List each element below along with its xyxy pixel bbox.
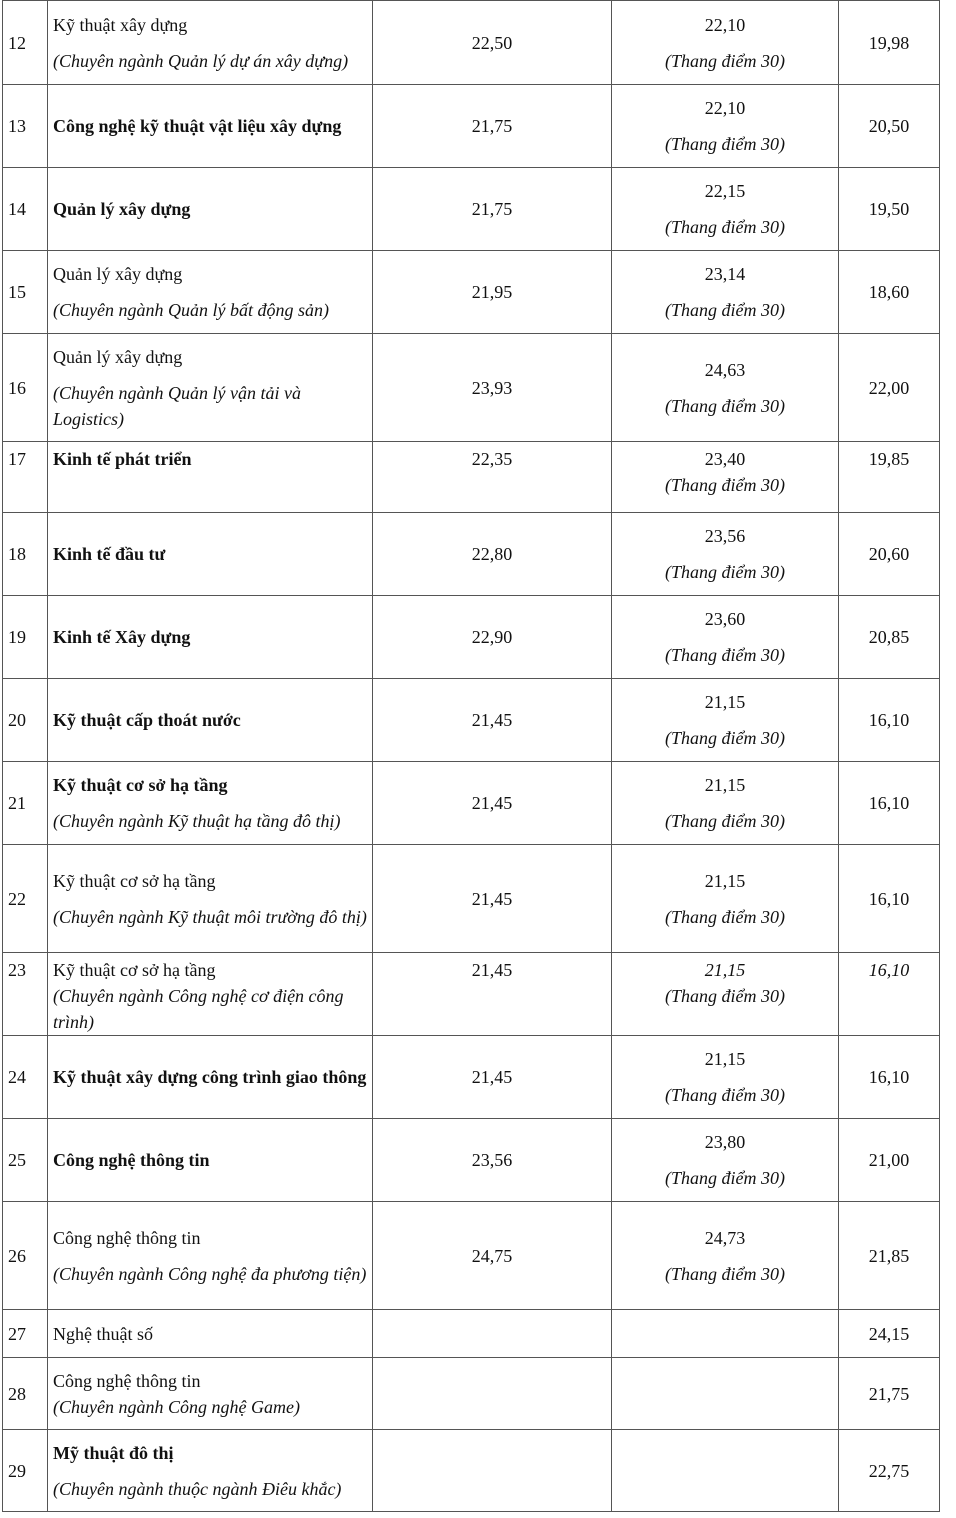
- table-row: [3, 762, 940, 845]
- score-col3: 22,90: [373, 596, 612, 679]
- row-number: 26: [3, 1202, 48, 1310]
- program-cell: [48, 85, 373, 168]
- score-col3: 24,75: [373, 1202, 612, 1310]
- score-col4-cell: [612, 442, 839, 513]
- program-cell: [48, 679, 373, 762]
- score-col4: 23,60: [704, 609, 746, 629]
- program-name: Công nghệ kỹ thuật vật liệu xây dựng: [53, 116, 342, 136]
- row-number: 23: [3, 953, 48, 1036]
- score-col5: 16,10: [839, 953, 940, 1036]
- table-row: [3, 1036, 940, 1119]
- score-col3: 22,35: [373, 442, 612, 513]
- score-scale-note: (Thang điểm 30): [665, 1263, 785, 1284]
- program-cell: [48, 845, 373, 953]
- score-col4: [612, 1358, 839, 1430]
- score-scale-note: (Thang điểm 30): [665, 134, 785, 154]
- score-col4: 24,63: [704, 359, 746, 380]
- score-scale-note: (Thang điểm 30): [665, 217, 785, 237]
- score-col3: 22,80: [373, 513, 612, 596]
- program-name: Kỹ thuật cơ sở hạ tầng: [53, 775, 228, 795]
- row-number: 17: [3, 442, 48, 513]
- score-col4-cell: [612, 85, 839, 168]
- table-row: [3, 1119, 940, 1202]
- score-col3: 21,75: [373, 168, 612, 251]
- table-row: [3, 845, 940, 953]
- score-scale-note: (Thang điểm 30): [665, 50, 785, 71]
- program-cell: [48, 334, 373, 442]
- program-cell: [48, 168, 373, 251]
- score-col5: 19,85: [839, 442, 940, 513]
- score-col4-cell: [612, 334, 839, 442]
- score-col4: 22,15: [704, 181, 746, 201]
- table-row: [3, 953, 940, 1036]
- score-col3: [373, 1430, 612, 1512]
- program-cell: [48, 1310, 373, 1358]
- program-specialization: (Chuyên ngành Công nghệ Game): [53, 1396, 300, 1417]
- score-col3: 21,45: [373, 845, 612, 953]
- program-specialization: (Chuyên ngành Công nghệ cơ điện công trình): [53, 986, 344, 1032]
- score-col4: 22,10: [704, 98, 746, 118]
- table-row: [3, 442, 940, 513]
- score-col4: 23,14: [704, 264, 746, 284]
- program-specialization: (Chuyên ngành Kỹ thuật hạ tầng đô thị): [53, 811, 341, 831]
- row-number: 22: [3, 845, 48, 953]
- program-specialization: (Chuyên ngành Quản lý bất động sản): [53, 300, 329, 320]
- score-col4-cell: [612, 513, 839, 596]
- score-col4: 23,40: [704, 449, 746, 469]
- score-col4-cell: [612, 1, 839, 85]
- admission-scores-table: [2, 0, 940, 1512]
- table-row: [3, 1310, 940, 1358]
- program-cell: [48, 1119, 373, 1202]
- score-col3: 23,93: [373, 334, 612, 442]
- row-number: 16: [3, 334, 48, 442]
- program-name: Quản lý xây dựng: [53, 264, 183, 284]
- program-cell: [48, 1036, 373, 1119]
- program-name: Công nghệ thông tin: [53, 1227, 201, 1248]
- score-col5: 16,10: [839, 845, 940, 953]
- table-row: [3, 85, 940, 168]
- program-cell: [48, 762, 373, 845]
- score-scale-note: (Thang điểm 30): [665, 906, 785, 927]
- program-name: Kỹ thuật cơ sở hạ tầng: [53, 870, 216, 891]
- program-name: Kỹ thuật xây dựng công trình giao thông: [53, 1067, 367, 1087]
- program-name: Kỹ thuật xây dựng: [53, 14, 188, 35]
- score-col4-cell: [612, 953, 839, 1036]
- program-cell: [48, 1430, 373, 1512]
- score-col5: 16,10: [839, 679, 940, 762]
- score-col5: 21,75: [839, 1358, 940, 1430]
- program-cell: [48, 596, 373, 679]
- score-col4-cell: [612, 1202, 839, 1310]
- score-scale-note: (Thang điểm 30): [665, 728, 785, 748]
- program-specialization: (Chuyên ngành thuộc ngành Điêu khắc): [53, 1478, 342, 1499]
- row-number: 28: [3, 1358, 48, 1430]
- program-name: Nghệ thuật số: [53, 1323, 153, 1344]
- score-col3: [373, 1358, 612, 1430]
- score-col5: 18,60: [839, 251, 940, 334]
- score-col5: 21,85: [839, 1202, 940, 1310]
- score-col4: 21,15: [704, 960, 746, 980]
- program-name: Mỹ thuật đô thị: [53, 1442, 174, 1463]
- score-col5: 20,50: [839, 85, 940, 168]
- row-number: 13: [3, 85, 48, 168]
- program-name: Kinh tế phát triển: [53, 449, 192, 469]
- table-row: [3, 168, 940, 251]
- row-number: 21: [3, 762, 48, 845]
- program-cell: [48, 953, 373, 1036]
- score-col4: 21,15: [704, 1049, 746, 1069]
- table-row: [3, 1430, 940, 1512]
- row-number: 20: [3, 679, 48, 762]
- score-col3: 21,75: [373, 85, 612, 168]
- score-col5: 24,15: [839, 1310, 940, 1358]
- score-scale-note: (Thang điểm 30): [665, 475, 785, 495]
- program-specialization: (Chuyên ngành Quản lý vận tải và Logistics): [53, 382, 301, 429]
- program-name: Công nghệ thông tin: [53, 1370, 201, 1391]
- row-number: 27: [3, 1310, 48, 1358]
- score-col5: 16,10: [839, 1036, 940, 1119]
- score-col4-cell: [612, 168, 839, 251]
- score-col4-cell: [612, 251, 839, 334]
- score-col4: 21,15: [704, 692, 746, 712]
- score-col3: [373, 1310, 612, 1358]
- program-specialization: (Chuyên ngành Kỹ thuật môi trường đô thị): [53, 906, 367, 927]
- score-col3: 21,95: [373, 251, 612, 334]
- score-col3: 21,45: [373, 679, 612, 762]
- score-scale-note: (Thang điểm 30): [665, 395, 785, 416]
- score-col3: 21,45: [373, 1036, 612, 1119]
- score-col4: 21,15: [704, 870, 746, 891]
- score-scale-note: (Thang điểm 30): [665, 300, 785, 320]
- score-scale-note: (Thang điểm 30): [665, 986, 785, 1006]
- score-col5: 20,85: [839, 596, 940, 679]
- row-number: 12: [3, 1, 48, 85]
- score-col4: 22,10: [704, 14, 746, 35]
- score-scale-note: (Thang điểm 30): [665, 1168, 785, 1188]
- table-row: [3, 1358, 940, 1430]
- table-row: [3, 1, 940, 85]
- score-col4: 23,56: [704, 526, 746, 546]
- row-number: 19: [3, 596, 48, 679]
- row-number: 14: [3, 168, 48, 251]
- score-scale-note: (Thang điểm 30): [665, 562, 785, 582]
- table-row: [3, 513, 940, 596]
- score-col4: 24,73: [704, 1227, 746, 1248]
- score-col5: 21,00: [839, 1119, 940, 1202]
- program-cell: [48, 251, 373, 334]
- score-scale-note: (Thang điểm 30): [665, 645, 785, 665]
- table-row: [3, 596, 940, 679]
- row-number: 15: [3, 251, 48, 334]
- score-scale-note: (Thang điểm 30): [665, 1085, 785, 1105]
- program-cell: [48, 1, 373, 85]
- score-col5: 20,60: [839, 513, 940, 596]
- program-name: Công nghệ thông tin: [53, 1150, 210, 1170]
- row-number: 29: [3, 1430, 48, 1512]
- score-scale-note: (Thang điểm 30): [665, 811, 785, 831]
- score-col4-cell: [612, 1119, 839, 1202]
- table-row: [3, 251, 940, 334]
- program-cell: [48, 513, 373, 596]
- program-name: Quản lý xây dựng: [53, 346, 183, 367]
- score-col4: [612, 1310, 839, 1358]
- program-cell: [48, 442, 373, 513]
- score-col3: 22,50: [373, 1, 612, 85]
- score-col4: [612, 1430, 839, 1512]
- score-col4-cell: [612, 845, 839, 953]
- score-col5: 16,10: [839, 762, 940, 845]
- score-col4: 23,80: [704, 1132, 746, 1152]
- row-number: 24: [3, 1036, 48, 1119]
- program-cell: [48, 1202, 373, 1310]
- score-col3: 23,56: [373, 1119, 612, 1202]
- program-name: Quản lý xây dựng: [53, 199, 191, 219]
- score-col5: 22,00: [839, 334, 940, 442]
- table-row: [3, 334, 940, 442]
- program-name: Kinh tế đầu tư: [53, 544, 166, 564]
- score-col4: 21,15: [704, 775, 746, 795]
- program-name: Kinh tế Xây dựng: [53, 627, 191, 647]
- table-row: [3, 679, 940, 762]
- score-col4-cell: [612, 762, 839, 845]
- program-name: Kỹ thuật cấp thoát nước: [53, 710, 241, 730]
- score-col3: 21,45: [373, 953, 612, 1036]
- score-col5: 19,50: [839, 168, 940, 251]
- score-col4-cell: [612, 679, 839, 762]
- program-specialization: (Chuyên ngành Quản lý dự án xây dựng): [53, 50, 349, 71]
- score-col4-cell: [612, 596, 839, 679]
- score-col5: 22,75: [839, 1430, 940, 1512]
- score-col5: 19,98: [839, 1, 940, 85]
- row-number: 25: [3, 1119, 48, 1202]
- program-name: Kỹ thuật cơ sở hạ tầng: [53, 960, 216, 980]
- table-row: [3, 1202, 940, 1310]
- program-specialization: (Chuyên ngành Công nghệ đa phương tiện): [53, 1263, 367, 1284]
- row-number: 18: [3, 513, 48, 596]
- score-col3: 21,45: [373, 762, 612, 845]
- score-col4-cell: [612, 1036, 839, 1119]
- program-cell: [48, 1358, 373, 1430]
